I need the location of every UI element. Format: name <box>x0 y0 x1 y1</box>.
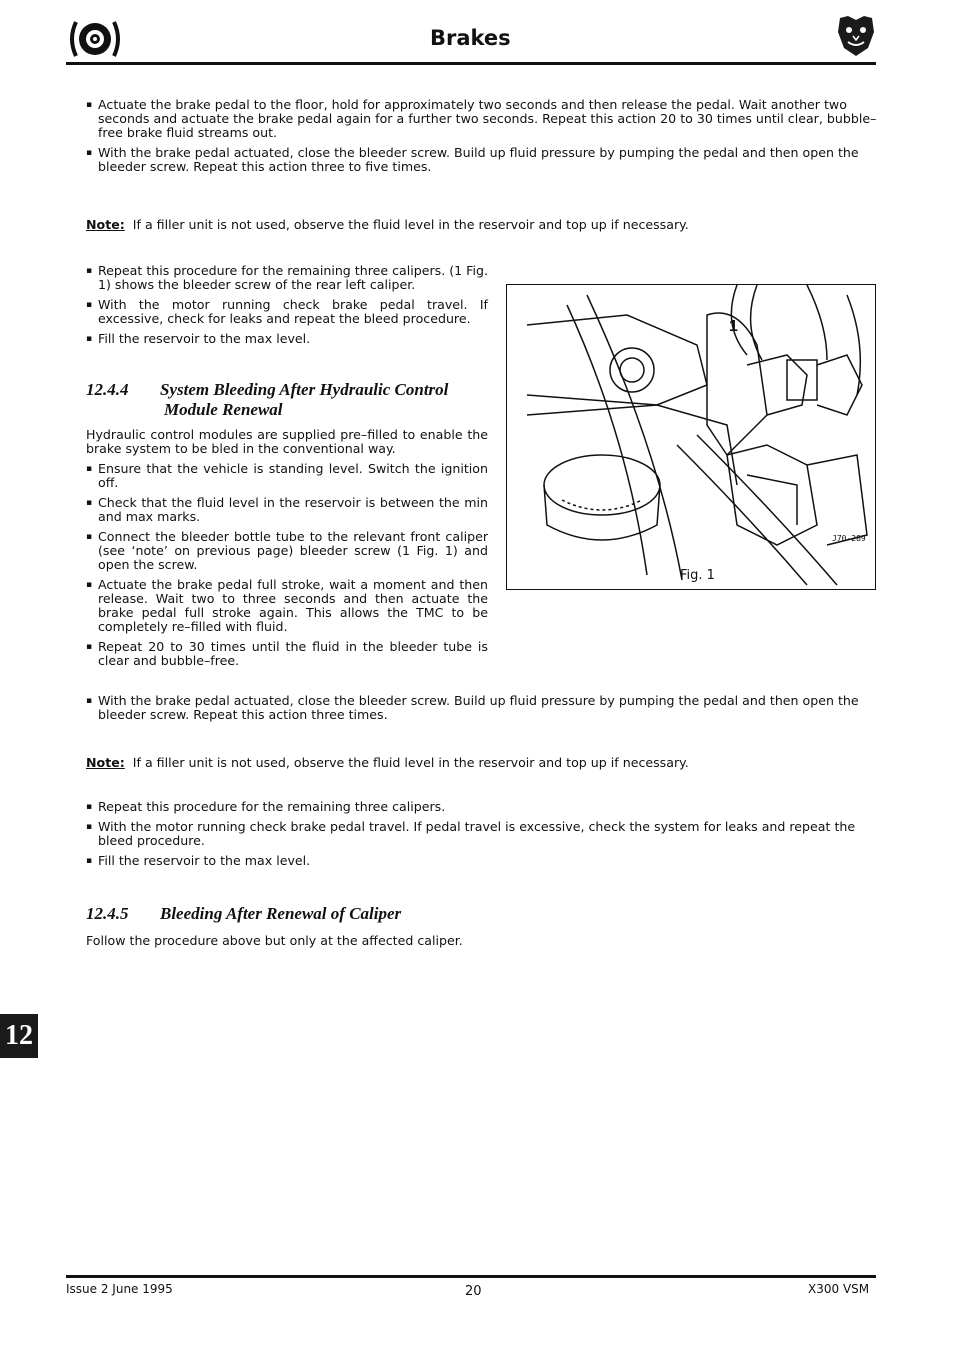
figure-label: Fig. 1 <box>680 568 715 583</box>
footer-manual: X300 VSM <box>808 1282 870 1296</box>
list-item: ▪ With the brake pedal actuated, close the bleeder screw. Build up fluid pressure by pumping the pedal and then open the bleeder screw. Repeat this action three times. <box>86 694 880 722</box>
list-item: ▪ Repeat 20 to 30 times until the fluid in the bleeder tube is clear and bubble–free. <box>86 640 488 668</box>
section-title: System Bleeding After Hydraulic Control <box>160 380 449 399</box>
section-number: 12.4.4 <box>86 380 129 399</box>
list-item: ▪ Repeat this procedure for the remaining three calipers. <box>86 800 880 814</box>
list-item: ▪ With the motor running check brake pedal travel. If pedal travel is excessive, check the system for leaks and repeat the bleed procedure. <box>86 820 880 848</box>
list-item: ▪ Repeat this procedure for the remaining three calipers. (1 Fig. 1) shows the bleeder screw of the rear left caliper. <box>86 264 488 292</box>
header-rule <box>66 62 876 65</box>
note-label: Note: <box>86 217 125 232</box>
section-intro: Hydraulic control modules are supplied pre–filled to enable the brake system to be bled in the conventional way. <box>86 427 488 456</box>
brake-disc-icon <box>66 18 124 64</box>
section-title: Bleeding After Renewal of Caliper <box>160 904 402 923</box>
left-bullet-list <box>86 264 488 352</box>
caliper-illustration <box>507 285 875 589</box>
section-title-cont: Module Renewal <box>164 400 283 419</box>
list-item: ▪ Actuate the brake pedal to the floor, hold for approximately two seconds and then release the pedal. Wait another two seconds and actuate the brake pedal again for a further two seconds. Repeat this action 20 to 30 times until clear, bubble–free brake fluid streams out. <box>86 98 880 140</box>
note-2 <box>86 756 880 770</box>
list-item: ▪ Fill the reservoir to the max level. <box>86 332 488 346</box>
intro-bullet-list <box>86 98 880 180</box>
section-text: Follow the procedure above but only at the affected caliper. <box>86 933 463 948</box>
list-item: ▪ Connect the bleeder bottle tube to the relevant front caliper (see ‘note’ on previous page) bleeder screw (1 Fig. 1) and open the screw. <box>86 530 488 572</box>
list-item: ▪ Check that the fluid level in the reservoir is between the min and max marks. <box>86 496 488 524</box>
figure-callout: 1 <box>729 318 738 335</box>
list-item: ▪ With the motor running check brake pedal travel. If excessive, check for leaks and repeat the bleed procedure. <box>86 298 488 326</box>
footer-issue: Issue 2 June 1995 <box>66 1282 173 1296</box>
section-heading-1245 <box>86 904 686 924</box>
section-number: 12.4.5 <box>86 904 129 923</box>
wide-bullet-list <box>86 694 880 728</box>
section-bullet-list <box>86 462 488 674</box>
list-item: ▪ Actuate the brake pedal full stroke, wait a moment and then release. Wait two to three seconds and then actuate the brake pedal full stroke again. This allows the TMC to be completely re–filled with fluid. <box>86 578 488 634</box>
list-item: ▪ Ensure that the vehicle is standing level. Switch the ignition off. <box>86 462 488 490</box>
figure-frame <box>506 284 876 590</box>
note-text: If a filler unit is not used, observe the fluid level in the reservoir and top up if necessary. <box>132 217 689 232</box>
note-label: Note: <box>86 755 125 770</box>
jaguar-emblem-icon <box>836 14 876 62</box>
note-text: If a filler unit is not used, observe the fluid level in the reservoir and top up if necessary. <box>132 755 689 770</box>
note-1 <box>86 218 880 232</box>
footer-rule <box>66 1275 876 1278</box>
list-item: ▪ Fill the reservoir to the max level. <box>86 854 880 868</box>
figure-code: J70-289 <box>832 534 866 543</box>
page-title: Brakes <box>430 26 511 50</box>
section-heading-1244 <box>86 380 496 420</box>
page-number: 20 <box>465 1284 482 1299</box>
list-item: ▪ With the brake pedal actuated, close the bleeder screw. Build up fluid pressure by pumping the pedal and then open the bleeder screw. Repeat this action three to five times. <box>86 146 880 174</box>
closing-bullet-list <box>86 800 880 874</box>
chapter-tab: 12 <box>0 1014 38 1058</box>
